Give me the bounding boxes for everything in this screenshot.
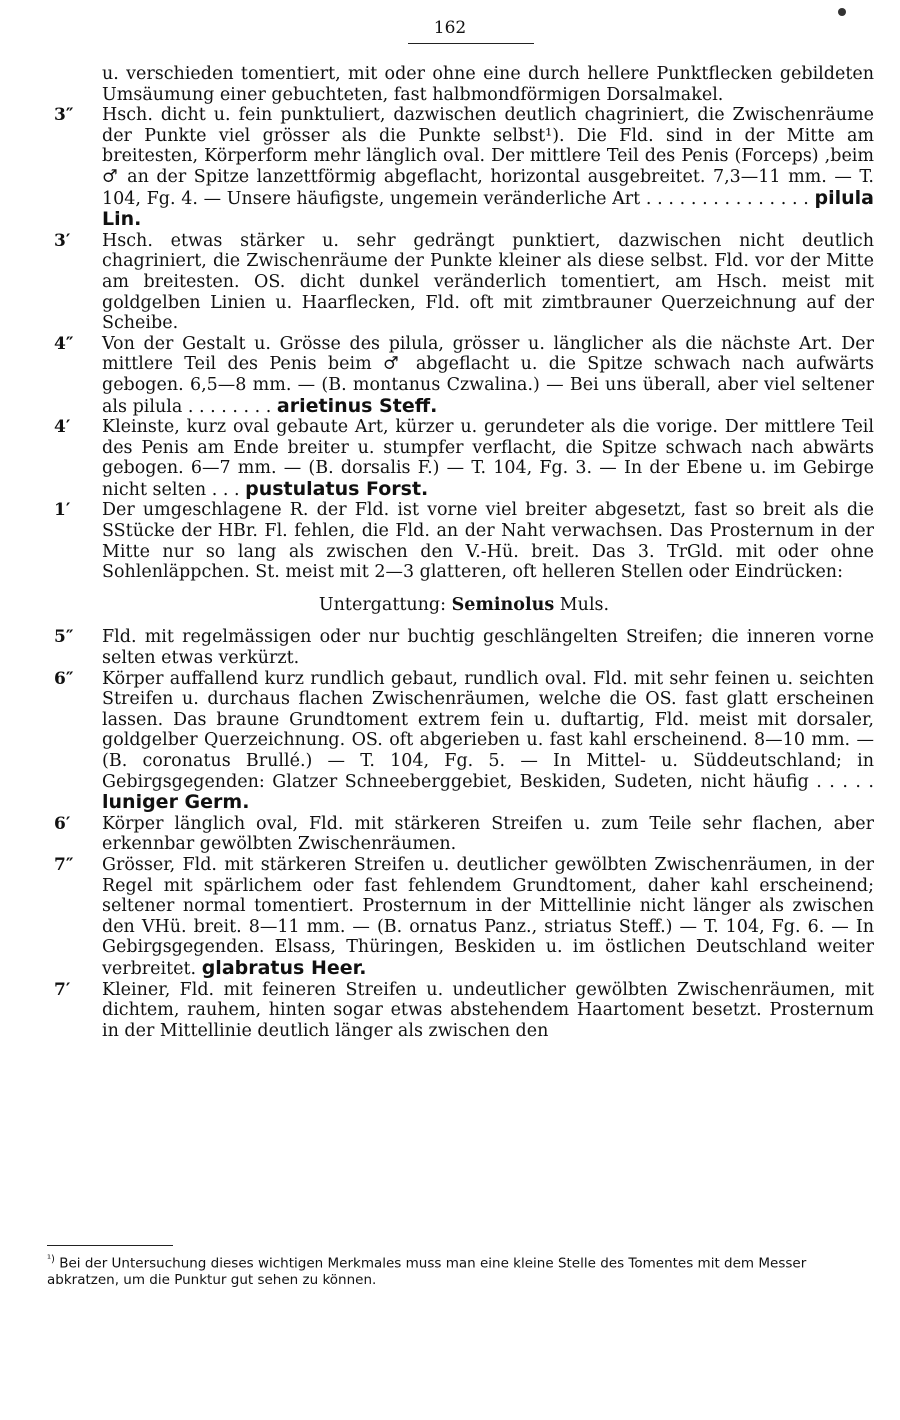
key-entries-second xyxy=(54,627,874,1041)
entry-text: u. verschieden tomentiert, mit oder ohne eine durch hellere Punktflecken gebildeten Umsäumung einer gebuchteten, fast halbmondförmigen Dorsalmakel. xyxy=(102,64,874,105)
entry-text: Der umgeschlagene R. der Fld. ist vorne viel breiter abgesetzt, fast so breit als die SStücke der HBr. Fl. fehlen, die Fld. an der Naht verwachsen. Das Prosternum in der Mitte nur so lang als zwischen den V.-Hü. breit. Das 3. TrGld. mit oder ohne Sohlenläppchen. St. meist mit 2—3 glatteren, oft helleren Stellen oder Eindrücken: xyxy=(102,500,874,583)
subgenus-heading xyxy=(54,595,874,616)
key-entry xyxy=(54,64,874,105)
key-entry xyxy=(54,500,874,582)
key-entries-first xyxy=(54,64,874,583)
species-name: pilula Lin. xyxy=(102,186,874,231)
entry-number: 5″ xyxy=(54,627,74,648)
leader-dots: . . . . . . . . . . . . . . . xyxy=(645,188,809,209)
entry-text: Hsch. etwas stärker u. sehr gedrängt punktiert, dazwischen nicht deutlich chagriniert, die Zwischenräume der Punkte kleiner als diese selbst. Fld. vor der Mitte am breitesten. OS. dicht dunkel veränderlich tomentiert, am Hsch. meist mit goldgelben Linien u. Haarflecken, Fld. oft mit zimtbrauner Querzeichnung auf der Scheibe. xyxy=(102,230,874,334)
entry-number: 6′ xyxy=(54,813,71,834)
entry-text: Hsch. dicht u. fein punktuliert, dazwischen deutlich chagriniert, die Zwischenräume der Punkte viel grösser als die Punkte selbst¹). Die Fld. sind in der Mitte am breitesten, Körperform mehr länglich oval. Der mittlere Teil des Penis (Forceps) ,beim ♂ an der Spitze lanzettförmig abgeflacht, horizontal ausgebreitet. 7,3—11 mm. — T. 104, Fg. 4. — Unsere häufigste, ungemein veränderliche Art xyxy=(102,105,874,209)
subgenus-name: Seminolus xyxy=(451,594,555,615)
entry-text: Fld. mit regelmässigen oder nur buchtig geschlängelten Streifen; die inneren vorne selten etwas verkürzt. xyxy=(102,627,874,669)
page-number: 162 xyxy=(433,18,467,38)
entry-number: 4′ xyxy=(54,417,71,438)
entry-number: 4″ xyxy=(54,333,74,354)
key-entry xyxy=(54,855,874,980)
header-rule xyxy=(408,43,534,44)
footnote-rule xyxy=(47,1245,173,1246)
key-entry xyxy=(54,105,874,231)
key-entry xyxy=(54,417,874,500)
footnote-mark: ¹) xyxy=(47,1254,55,1265)
main-text xyxy=(54,64,874,1041)
entry-text: Kleinste, kurz oval gebaute Art, kürzer u. gerundeter als die vorige. Der mittlere Teil des Penis am Ende breiter u. stumpfer verflacht, die Spitze schwach nach abwärts gebogen. 6—7 mm. — (B. dorsalis F.) — T. 104, Fg. 3. — In der Ebene u. im Gebirge nicht selten xyxy=(102,417,874,500)
species-name: arietinus Steff. xyxy=(276,394,438,417)
entry-number: 7″ xyxy=(54,854,74,875)
species-name: luniger Germ. xyxy=(102,791,250,814)
entry-number: 7′ xyxy=(54,979,71,1000)
species-name: pustulatus Forst. xyxy=(245,477,429,500)
entry-number: 3′ xyxy=(54,230,71,251)
footnote-text: Bei der Untersuchung dieses wichtigen Merkmales muss man eine kleine Stelle des Tomentes mit dem Messer abkratzen, um die Punktur gut sehen zu können. xyxy=(47,1255,807,1288)
entry-number: 3″ xyxy=(54,105,74,126)
key-entry xyxy=(54,814,874,855)
key-entry xyxy=(54,669,874,814)
entry-text: Kleiner, Fld. mit feineren Streifen u. undeutlicher gewölbten Zwischenräumen, mit dichtem, rauhem, hinten sogar etwas abstehendem Haartoment besetzt. Prosternum in der Mittellinie deutlich länger als zwischen den xyxy=(102,979,874,1041)
leader-dots: . . . . . . . . xyxy=(187,396,272,417)
species-name: glabratus Heer. xyxy=(201,956,367,979)
key-entry xyxy=(54,231,874,334)
entry-number: 6″ xyxy=(54,668,74,689)
entry-text: Körper länglich oval, Fld. mit stärkeren Streifen u. zum Teile sehr flachen, aber erkennbar gewölbten Zwischenräumen. xyxy=(102,813,874,855)
entry-text: Grösser, Fld. mit stärkeren Streifen u. deutlicher gewölbten Zwischenräumen, in der Regel mit spärlichem oder fast fehlendem Grundtoment, daher kahl erscheinend; seltener normal tomentiert. Prosternum in der Mittellinie nicht länger als zwischen den VHü. breit. 8—11 mm. — (B. ornatus Panz., striatus Steff.) — T. 104, Fg. 6. — In Gebirgsgegenden. Elsass, Thüringen, Beskiden u. im östlichen Deutschland weiter verbreitet. xyxy=(102,854,874,979)
key-entry xyxy=(54,334,874,417)
key-entry xyxy=(54,627,874,668)
subgenus-author: Muls. xyxy=(559,594,610,615)
subgenus-prefix: Untergattung: xyxy=(318,594,447,615)
key-entry xyxy=(54,980,874,1042)
leader-dots: . . . xyxy=(211,479,240,500)
footnote xyxy=(47,1252,857,1288)
entry-number: 1′ xyxy=(54,500,71,521)
leader-dots: . . . . . xyxy=(816,771,874,792)
entry-text: Körper auffallend kurz rundlich gebaut, rundlich oval. Fld. mit sehr feinen u. seichten Streifen u. durchaus flachen Zwischenräumen, welche die OS. fast glatt erscheinen lassen. Das braune Grundtoment extrem fein u. duftartig, Fld. meist mit dorsaler, goldgelber Querzeichnung. OS. oft abgerieben u. fast kahl erscheinend. 8—10 mm. — (B. coronatus Brullé.) — T. 104, Fg. 5. — In Mittel- u. Süddeutschland; in Gebirgsgegenden: Glatzer Schneeberggebiet, Beskiden, Sudeten, nicht häufig xyxy=(102,668,874,792)
entry-text: Von der Gestalt u. Grösse des pilula, grösser u. länglicher als die nächste Art. Der mittlere Teil des Penis beim ♂ abgeflacht u. die Spitze schwach nach aufwärts gebogen. 6,5—8 mm. — (B. montanus Czwalina.) — Bei uns überall, aber viel seltener als pilula xyxy=(102,333,874,417)
corner-ink-spot xyxy=(838,8,846,16)
